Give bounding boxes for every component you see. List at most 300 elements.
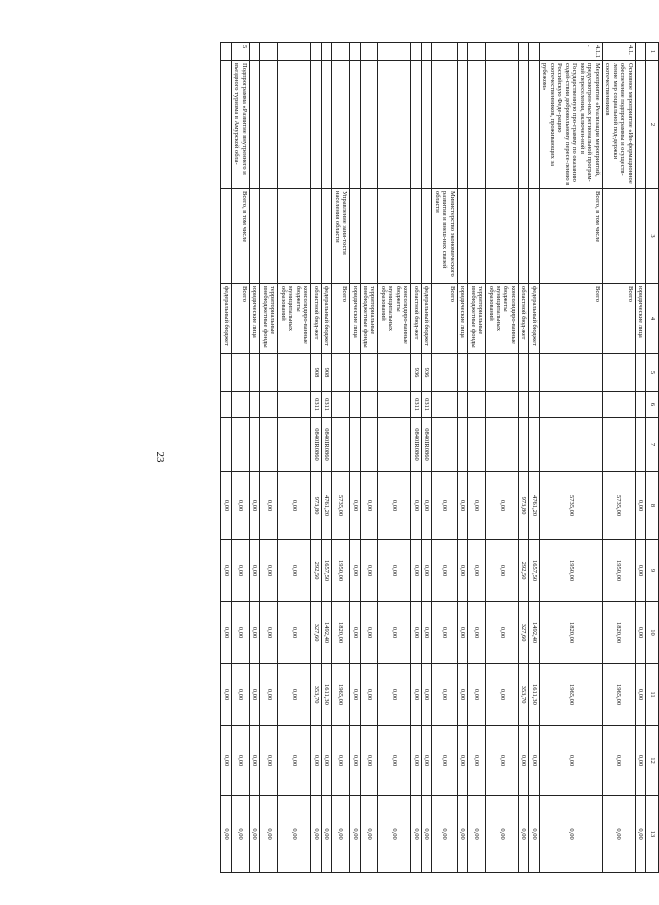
table-cell (468, 189, 486, 284)
table-cell: 0,00 (249, 602, 259, 664)
table-cell (221, 392, 231, 418)
table-cell: 0,00 (249, 472, 259, 540)
table-cell: 0,00 (249, 664, 259, 726)
table-cell (350, 43, 360, 61)
table-cell (486, 43, 519, 61)
table-cell: 4761,20 (529, 472, 539, 540)
table-cell: 0,00 (221, 602, 231, 664)
table-cell: 0,00 (278, 796, 311, 873)
table-row (311, 43, 321, 873)
table-cell (635, 43, 645, 61)
table-cell: федеральный бюджет (321, 284, 331, 354)
table-cell: 0,00 (635, 726, 645, 796)
table-cell (350, 418, 360, 472)
table-cell: 5735,00 (332, 472, 350, 540)
table-cell (432, 418, 457, 472)
table-cell: 0,00 (421, 472, 431, 540)
table-cell: 1950,00 (332, 540, 350, 602)
table-body (221, 43, 646, 873)
table-cell (539, 392, 602, 418)
table-cell (360, 43, 378, 61)
table-cell: 0,00 (635, 472, 645, 540)
table-cell: 1611,30 (529, 664, 539, 726)
table-cell: 0,00 (278, 540, 311, 602)
table-cell: 0,00 (468, 472, 486, 540)
table-cell: юридические лица (457, 284, 467, 354)
table-cell: 0,00 (350, 796, 360, 873)
table-cell: 4.1. (602, 43, 635, 61)
table-cell (360, 392, 378, 418)
table-cell (231, 392, 249, 418)
table-cell: 908 (321, 354, 331, 392)
table-cell: консолидиро-ванные бюджеты муниципальных образований (278, 284, 311, 354)
table-cell: юридические лица (249, 284, 259, 354)
budget-table (221, 42, 659, 873)
table-cell: 0,00 (260, 796, 278, 873)
table-row (529, 43, 539, 873)
table-cell: 0,00 (311, 726, 321, 796)
header-cell: 12 (646, 726, 659, 796)
table-cell (486, 189, 519, 284)
table-cell: 0,00 (221, 472, 231, 540)
table-cell (378, 61, 411, 189)
table-cell: 0,00 (221, 664, 231, 726)
table-cell: 0,00 (221, 540, 231, 602)
table-cell (518, 392, 528, 418)
table-row (539, 43, 602, 873)
table-cell: 0,00 (221, 796, 231, 873)
table-cell: 0,00 (635, 796, 645, 873)
table-cell (421, 43, 431, 61)
table-cell: 5735,00 (602, 472, 635, 540)
table-cell (518, 43, 528, 61)
table-cell (518, 61, 528, 189)
table-cell: 0,00 (486, 664, 519, 726)
table-cell (457, 392, 467, 418)
table-cell: 0,00 (360, 472, 378, 540)
table-cell (457, 43, 467, 61)
table-cell: Управление заня-тости населения области (332, 189, 350, 284)
table-cell: 0,00 (260, 602, 278, 664)
table-row (360, 43, 378, 873)
table-cell: 1950,00 (539, 540, 602, 602)
table-cell: 0,00 (468, 540, 486, 602)
table-cell (486, 392, 519, 418)
table-cell: 0,00 (486, 472, 519, 540)
table-cell: 1611,30 (321, 664, 331, 726)
table-cell: областной бюд-жет (311, 284, 321, 354)
table-cell: 0,00 (432, 540, 457, 602)
table-header-row (646, 43, 659, 873)
table-cell (529, 189, 539, 284)
table-cell: 0,00 (360, 664, 378, 726)
table-cell: 0,00 (432, 472, 457, 540)
table-cell (518, 418, 528, 472)
table-cell: 0,00 (249, 796, 259, 873)
header-cell: 13 (646, 796, 659, 873)
table-cell: 0,00 (457, 602, 467, 664)
header-cell: 8 (646, 472, 659, 540)
table-row (486, 43, 519, 873)
table-cell: юридические лица (635, 284, 645, 354)
table-cell (421, 61, 431, 189)
table-cell: Мероприятие «Реализация мероприятий, предусмотрен-ных региональной програм-мой переселения, включен-ной в Государственную про-грамму по оказанию содей-ствия добровольному пересе-лению в Российскую Феде-рацию соотечественников, проживающих за рубежом» (539, 61, 602, 189)
table-cell: Министерство экономического развития и внеш-них связей области (432, 189, 457, 284)
table-cell: 0,00 (231, 472, 249, 540)
table-cell: 0,00 (350, 602, 360, 664)
table-cell (518, 189, 528, 284)
table-cell: 0840IR0860 (321, 418, 331, 472)
table-cell: 0,00 (457, 726, 467, 796)
table-cell: 0,00 (278, 472, 311, 540)
table-cell (350, 61, 360, 189)
table-cell: федеральный бюджет (529, 284, 539, 354)
table-cell (432, 61, 457, 189)
table-cell (602, 392, 635, 418)
table-cell: 0,00 (321, 796, 331, 873)
table-cell: 0,00 (421, 796, 431, 873)
table-row (221, 43, 231, 873)
table-cell (468, 61, 486, 189)
table-cell (432, 354, 457, 392)
table-cell: 4.1.1. (539, 43, 602, 61)
table-cell (260, 354, 278, 392)
table-cell: 0,00 (635, 540, 645, 602)
table-cell: 0311 (421, 392, 431, 418)
table-cell: 973,80 (311, 472, 321, 540)
table-cell (378, 189, 411, 284)
table-cell (378, 354, 411, 392)
table-cell (278, 392, 311, 418)
table-cell (457, 61, 467, 189)
table-cell (221, 189, 231, 284)
table-cell: 0,00 (231, 796, 249, 873)
table-cell (278, 189, 311, 284)
table-cell: 5 (231, 43, 249, 61)
table-cell (539, 418, 602, 472)
table-cell: 1657,50 (529, 540, 539, 602)
table-sheet (84, 42, 659, 872)
table-cell (602, 418, 635, 472)
table-cell (529, 418, 539, 472)
table-cell (260, 61, 278, 189)
table-cell: 0,00 (350, 726, 360, 796)
table-cell: 0,00 (350, 540, 360, 602)
table-cell (378, 418, 411, 472)
table-cell: 0311 (321, 392, 331, 418)
table-row (332, 43, 350, 873)
table-cell: 0,00 (518, 796, 528, 873)
table-cell: 0,00 (602, 796, 635, 873)
table-cell: 1492,40 (321, 602, 331, 664)
table-cell: 0840IR0860 (411, 418, 421, 472)
table-cell (221, 61, 231, 189)
header-cell: 1 (646, 43, 659, 61)
table-cell: 0,00 (457, 796, 467, 873)
table-cell: 0,00 (231, 540, 249, 602)
table-cell: 0,00 (457, 664, 467, 726)
table-cell (486, 61, 519, 189)
table-cell: 0311 (311, 392, 321, 418)
table-cell (278, 418, 311, 472)
table-cell: 0,00 (278, 602, 311, 664)
table-cell (529, 354, 539, 392)
table-cell (249, 61, 259, 189)
table-cell: 0,00 (332, 796, 350, 873)
table-cell: 0,00 (411, 796, 421, 873)
table-cell: федеральный бюджет (221, 284, 231, 354)
table-cell: 0,00 (411, 726, 421, 796)
table-cell (249, 43, 259, 61)
table-cell (221, 43, 231, 61)
table-cell (421, 189, 431, 284)
table-cell: 0,00 (411, 664, 421, 726)
table-cell: 0,00 (529, 726, 539, 796)
table-cell: 0,00 (378, 602, 411, 664)
table-cell (457, 418, 467, 472)
table-cell: 0,00 (486, 796, 519, 873)
table-cell: 0,00 (231, 726, 249, 796)
table-cell (221, 354, 231, 392)
table-cell: 0,00 (378, 796, 411, 873)
table-cell: 0,00 (278, 664, 311, 726)
table-cell: Всего (602, 284, 635, 354)
table-cell: 0,00 (378, 472, 411, 540)
table-cell: территориальные внебюджетные фонды (260, 284, 278, 354)
table-cell: 0,00 (457, 540, 467, 602)
table-cell (432, 392, 457, 418)
table-cell (602, 354, 635, 392)
table-cell: территориальные внебюджетные фонды (360, 284, 378, 354)
table-row (278, 43, 311, 873)
table-cell (468, 354, 486, 392)
table-row (249, 43, 259, 873)
table-cell (249, 189, 259, 284)
table-cell (360, 354, 378, 392)
table-cell (350, 392, 360, 418)
table-cell (249, 392, 259, 418)
table-cell: 0,00 (432, 796, 457, 873)
table-cell: 0,00 (518, 726, 528, 796)
table-cell (457, 354, 467, 392)
table-cell: консолидиро-ванные бюджеты муниципальных образований (378, 284, 411, 354)
table-cell: 0,00 (602, 726, 635, 796)
table-cell (457, 189, 467, 284)
table-cell (332, 418, 350, 472)
table-cell: 0,00 (421, 540, 431, 602)
table-cell: 0,00 (260, 540, 278, 602)
table-cell (278, 43, 311, 61)
table-cell: 327,60 (518, 602, 528, 664)
table-cell (378, 392, 411, 418)
table-cell: 0,00 (360, 602, 378, 664)
table-cell: 1820,00 (332, 602, 350, 664)
table-cell (260, 392, 278, 418)
table-cell (378, 43, 411, 61)
table-cell (278, 61, 311, 189)
table-cell (260, 189, 278, 284)
table-cell: 1965,00 (602, 664, 635, 726)
table-cell: 0,00 (468, 796, 486, 873)
table-cell: 353,70 (518, 664, 528, 726)
table-cell: федеральный бюджет (421, 284, 431, 354)
table-cell: 0,00 (360, 540, 378, 602)
table-cell: 0,00 (332, 726, 350, 796)
table-cell (635, 392, 645, 418)
table-cell (260, 43, 278, 61)
table-cell (360, 61, 378, 189)
table-cell: 0,00 (411, 540, 421, 602)
table-cell (231, 418, 249, 472)
table-row (260, 43, 278, 873)
table-cell: 1950,00 (602, 540, 635, 602)
table-cell: 0,00 (378, 726, 411, 796)
table-cell (278, 354, 311, 392)
table-cell (539, 354, 602, 392)
table-cell (350, 189, 360, 284)
table-cell (360, 418, 378, 472)
table-cell (468, 418, 486, 472)
table-row (602, 43, 635, 873)
table-cell: 0,00 (529, 796, 539, 873)
table-cell (602, 189, 635, 284)
table-cell (411, 61, 421, 189)
header-cell: 7 (646, 418, 659, 472)
table-cell: 0,00 (635, 664, 645, 726)
table-cell (332, 61, 350, 189)
table-row (378, 43, 411, 873)
table-cell: 0,00 (539, 796, 602, 873)
table-cell: 936 (411, 354, 421, 392)
table-row (231, 43, 249, 873)
table-cell: 0,00 (249, 726, 259, 796)
table-cell: Всего, в том числе (231, 189, 249, 284)
table-cell: юридические лица (350, 284, 360, 354)
table-cell (260, 418, 278, 472)
table-cell: 1492,40 (529, 602, 539, 664)
header-cell: 5 (646, 354, 659, 392)
table-cell: 0,00 (421, 726, 431, 796)
table-cell: 0,00 (421, 602, 431, 664)
table-cell: 1820,00 (539, 602, 602, 664)
table-cell: Всего, в том числе (539, 189, 602, 284)
table-cell: 0,00 (635, 602, 645, 664)
table-cell: 327,60 (311, 602, 321, 664)
table-cell (468, 392, 486, 418)
table-cell: 1657,50 (321, 540, 331, 602)
table-cell (332, 43, 350, 61)
table-cell (321, 61, 331, 189)
table-cell: 292,50 (311, 540, 321, 602)
table-cell: областной бюд-жет (518, 284, 528, 354)
table-cell: Подпрограмма «Развитие внутреннего и въездного туризма в Амурской обла- (231, 61, 249, 189)
table-cell: Всего (432, 284, 457, 354)
table-row (635, 43, 645, 873)
table-row (518, 43, 528, 873)
table-cell: 0311 (411, 392, 421, 418)
table-cell: 0,00 (311, 796, 321, 873)
table-row (321, 43, 331, 873)
table-cell (432, 43, 457, 61)
table-cell (635, 418, 645, 472)
table-cell: Основное мероприятие «Ин-формационное обеспечение подпрограммы и осуществ-ление мер социальной под-держки соотечественников (602, 61, 635, 189)
table-cell: 0,00 (221, 726, 231, 796)
table-cell: консолидиро-ванные бюджеты муниципальных образований (486, 284, 519, 354)
table-cell: 0,00 (350, 472, 360, 540)
table-cell: 0,00 (468, 664, 486, 726)
table-cell: 0,00 (432, 602, 457, 664)
table-row (421, 43, 431, 873)
table-cell: 0,00 (457, 472, 467, 540)
table-cell: 0,00 (378, 664, 411, 726)
table-cell (529, 61, 539, 189)
table-cell: 0,00 (360, 726, 378, 796)
table-cell: 0,00 (486, 602, 519, 664)
table-cell: 0,00 (249, 540, 259, 602)
table-cell (486, 418, 519, 472)
table-cell (518, 354, 528, 392)
table-cell (231, 354, 249, 392)
table-cell: 0840IR0860 (421, 418, 431, 472)
table-cell: Всего (231, 284, 249, 354)
table-cell: 0,00 (468, 726, 486, 796)
table-cell: 936 (421, 354, 431, 392)
header-cell: 11 (646, 664, 659, 726)
table-cell: 0,00 (321, 726, 331, 796)
table-cell: 1965,00 (539, 664, 602, 726)
table-cell: Всего (539, 284, 602, 354)
table-cell: Всего (332, 284, 350, 354)
table-cell: областной бюд-жет (411, 284, 421, 354)
table-cell: 0,00 (468, 602, 486, 664)
table-row (432, 43, 457, 873)
page-number: 23 (154, 451, 166, 463)
header-cell: 9 (646, 540, 659, 602)
table-cell: 0,00 (432, 664, 457, 726)
table-cell: 0,00 (350, 664, 360, 726)
table-cell (332, 354, 350, 392)
table-cell: 0,00 (378, 540, 411, 602)
table-cell (635, 354, 645, 392)
table-row (468, 43, 486, 873)
table-cell: 4761,20 (321, 472, 331, 540)
table-cell: 908 (311, 354, 321, 392)
rotated-table-container (84, 42, 659, 872)
table-cell: 0,00 (486, 726, 519, 796)
table-cell (249, 418, 259, 472)
table-cell (486, 354, 519, 392)
table-cell (529, 392, 539, 418)
table-cell: 0,00 (260, 472, 278, 540)
table-cell: 0,00 (260, 664, 278, 726)
table-cell: 0,00 (231, 664, 249, 726)
table-cell: 353,70 (311, 664, 321, 726)
header-cell: 6 (646, 392, 659, 418)
header-cell: 4 (646, 284, 659, 354)
table-cell: 0,00 (539, 726, 602, 796)
table-cell: 5735,00 (539, 472, 602, 540)
table-row (350, 43, 360, 873)
table-cell (529, 43, 539, 61)
header-cell: 10 (646, 602, 659, 664)
table-cell: территориальные внебюджетные фонды (468, 284, 486, 354)
table-cell: 0,00 (278, 726, 311, 796)
table-cell (635, 61, 645, 189)
table-cell (411, 189, 421, 284)
table-cell (321, 43, 331, 61)
table-cell: 0,00 (411, 472, 421, 540)
table-cell: 0,00 (432, 726, 457, 796)
